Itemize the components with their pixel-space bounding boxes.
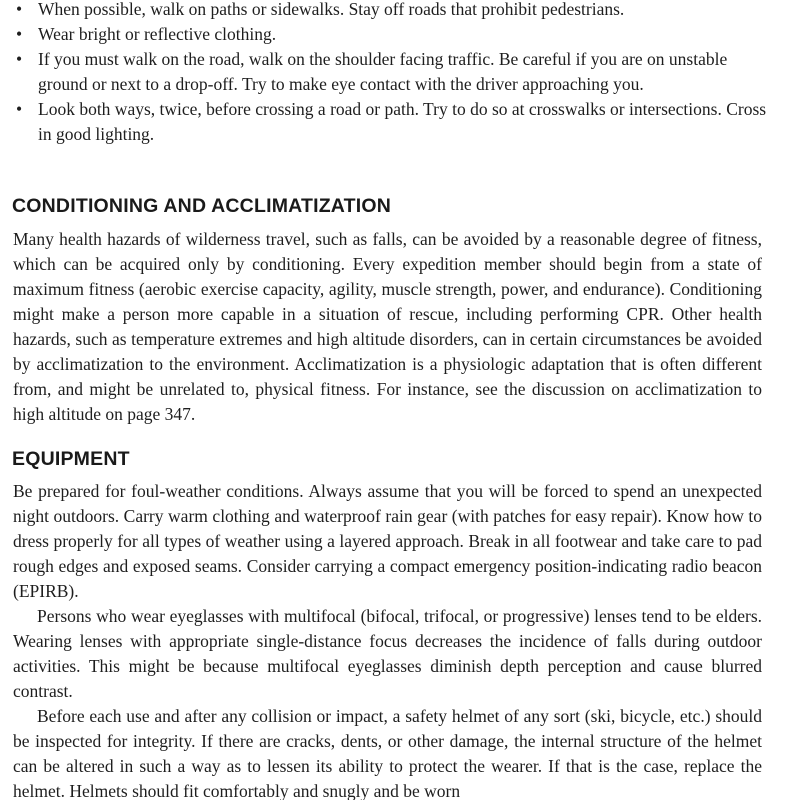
bullet-icon: •: [16, 0, 23, 19]
equipment-paragraph-1: Be prepared for foul-weather conditions. Always assume that you will be forced to spend an unexpected night outdoors. Carry warm clothing and waterproof rain gear (with patches for easy repair). Know how to dress properly for all types of weather using a layered approach. Break in all footwear and take care to pad rough edges and exposed seams. Consider carrying a compact emergency position-indicating radio beacon (EPIRB).: [13, 481, 762, 601]
bullet-text: Look both ways, twice, before crossing a road or path. Try to do so at crosswalks or intersections. Cross in good lighting.: [38, 99, 767, 144]
bullet-item: [14, 22, 774, 47]
conditioning-paragraph: Many health hazards of wilderness travel, such as falls, can be avoided by a reasonable degree of fitness, which can be acquired only by conditioning. Every expedition member should begin from a state of maximum fitness (aerobic exercise capacity, agility, muscle strength, power, and endurance). Conditioning might make a person more capable in a situation of rescue, including performing CPR. Other health hazards, such as temperature extremes and high altitude disorders, can in certain circumstances be avoided by acclimatization to the environment. Acclimatization is a physiologic adaptation that is often different from, and might be unrelated to, physical fitness. For instance, see the discussion on acclimatization to high altitude on page 347.: [13, 229, 762, 424]
bullet-text: Wear bright or reflective clothing.: [38, 24, 277, 44]
equipment-heading: EQUIPMENT: [12, 448, 130, 470]
bullet-icon: •: [16, 99, 23, 119]
bullet-text: If you must walk on the road, walk on the shoulder facing traffic. Be careful if you are on unstable ground or next to a drop-off. Try to make eye contact with the driver approaching you.: [38, 49, 728, 94]
bullet-item: [14, 47, 774, 97]
bullet-icon: •: [16, 24, 23, 44]
equipment-paragraph-3: Before each use and after any collision or impact, a safety helmet of any sort (ski, bicycle, etc.) should be inspected for integrity. If there are cracks, dents, or other damage, the internal structure of the helmet can be altered in such a way as to lessen its ability to protect the wearer. If that is the case, replace the helmet. Helmets should fit comfortably and snugly and be worn: [13, 706, 762, 800]
bullet-item: [14, 97, 774, 147]
bullet-item: [14, 0, 774, 22]
equipment-paragraph-2: Persons who wear eyeglasses with multifocal (bifocal, trifocal, or progressive) lenses tend to be elders. Wearing lenses with appropriate single-distance focus decreases the incidence of falls during outdoor activities. This might be because multifocal eyeglasses diminish depth perception and cause blurred contrast.: [13, 606, 762, 701]
safety-bullet-list: [14, 0, 774, 147]
bullet-text: When possible, walk on paths or sidewalks. Stay off roads that prohibit pedestrians.: [38, 0, 625, 19]
conditioning-heading: CONDITIONING AND ACCLIMATIZATION: [12, 195, 392, 217]
bullet-icon: •: [16, 49, 23, 69]
